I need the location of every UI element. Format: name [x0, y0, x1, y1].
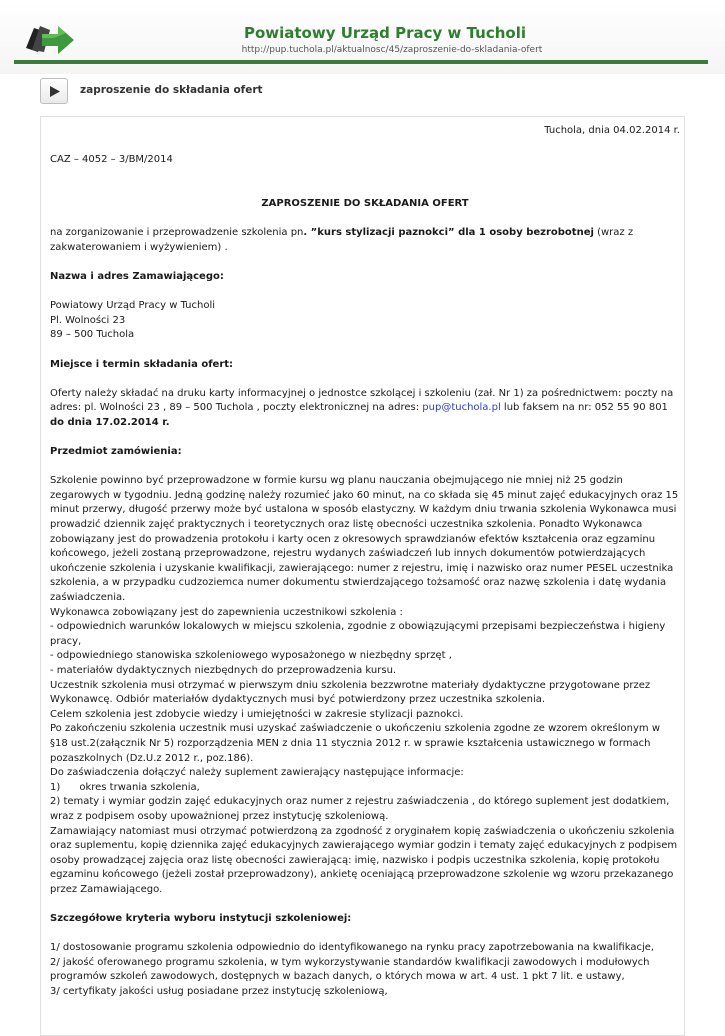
- orderer-line: 89 – 500 Tuchola: [50, 329, 135, 341]
- email-link[interactable]: pup@tuchola.pl: [422, 402, 501, 414]
- subject-line: Celem szkolenia jest zdobycie wiedzy i umiejętności w zakresie stylizacji paznokci.: [50, 708, 464, 720]
- criteria-line: 3/ certyfikaty jakości usług posiadane przez instytucję szkoleniową,: [50, 986, 388, 998]
- document-reference: CAZ – 4052 – 3/BM/2014: [50, 154, 173, 166]
- criteria-heading: Szczegółowe kryteria wyboru instytucji szkoleniowej:: [50, 913, 352, 925]
- orderer-line: Pl. Wolności 23: [50, 314, 126, 326]
- subject-line: - odpowiednich warunków lokalowych w miejscu szkolenia, zgodnie z obowiązującymi przepisami bezpieczeństwa i higieny pracy,: [50, 621, 666, 647]
- subject-line: Po zakończeniu szkolenia uczestnik musi uzyskać zaświadczenie o ukończeniu szkolenia zgodne ze wzorem określonym w §18 ust.2(załącznik Nr 5) rozporządzenia MEN z dnia 11 stycznia 2012 r. w sprawie kształcenia ustawicznego w formach pozaszkolnych (Dz.U.z 2012 r., poz.186).: [50, 723, 660, 764]
- place-text: Oferty należy składać na druku karty informacyjnej o jednostce szkolącej i szkoleniu (zał. Nr 1) za pośrednictwem: poczty na adres: pl. Wolności 23 , 89 – 500 Tuchola , poczty elektronicznej na adres:: [50, 387, 674, 414]
- subject-paragraph: Szkolenie powinno być przeprowadzone w formie kursu wg planu nauczania obejmującego nie mniej niż 25 godzin zegarowych w tygodniu. Jedną godzinę należy rozumieć jako 60 minut, na co składa się 45 minut zajęć edukacyjnych oraz 15 minut przerwy, długość przerwy może być ustalona w sposób elastyczny. W każdym dniu trwania szkolenia Wykonawca musi prowadzić dziennik zajęć praktycznych i teoretycznych oraz listę obecności uczestnika szkolenia. Ponadto Wykonawca zobowiązany jest do prowadzenia protokołu i karty ocen z okresowych sprawdzianów efektów kształcenia oraz egzaminu końcowego, jeżeli zostaną przeprowadzone, rejestru wydanych zaświadczeń lub innych dokumentów potwierdzających ukończenie szkolenia i uzyskanie kwalifikacji, zawierającego: numer z rejestru, imię i nazwisko oraz numer PESEL uczestnika szkolenia, a w przypadku cudzoziemca numer dokumentu stwierdzającego tożsamość oraz nazwę szkolenia i datę wydania zaświadczenia.: [50, 475, 679, 603]
- subject-heading: Przedmiot zamówienia:: [50, 446, 182, 458]
- site-title[interactable]: Powiatowy Urząd Pracy w Tucholi: [243, 24, 527, 42]
- page-url: http://pup.tuchola.pl/aktualnosc/45/zaproszenie-do-skladania-ofert: [241, 45, 543, 55]
- subject-line: - odpowiedniego stanowiska szkoleniowego wyposażonego w niezbędny sprzęt ,: [50, 650, 452, 662]
- article-body: [50, 124, 680, 1000]
- criteria-line: 1/ dostosowanie programu szkolenia odpowiednio do identyfikowanego na rynku pracy zapotrzebowania na kwalifikacje,: [50, 942, 655, 954]
- intro-post: (wraz z zakwaterowaniem i wyżywieniem) .: [50, 227, 634, 253]
- place-deadline: do dnia 17.02.2014 r.: [50, 416, 170, 428]
- intro-pre: na zorganizowanie i przeprowadzenie szkolenia pn: [50, 227, 304, 239]
- document-date: Tuchola, dnia 04.02.2014 r.: [544, 125, 680, 136]
- subject-line: Wykonawca zobowiązany jest do zapewnienia uczestnikowi szkolenia :: [50, 606, 403, 618]
- place-paragraph: [50, 387, 680, 416]
- subject-line: Zamawiający natomiast musi otrzymać potwierdzoną za zgodność z oryginałem kopię zaświadczenia o ukończeniu szkolenia oraz suplementu, kopię dziennika zajęć edukacyjnych zawierającego wymiar godzin i tematy zajęć edukacyjnych z podpisem osoby prowadzącej zajęcia oraz listę obecności zawierającą: imię, nazwisko i podpis uczestnika szkolenia, kopię protokołu egzaminu końcowego (jeżeli został przeprowadzony), ankietę oceniającą przeprowadzone szkolenie wg wzoru przekazanego przez Zamawiającego.: [50, 825, 678, 895]
- subject-line: Do zaświadczenia dołączyć należy suplement zawierający następujące informacje:: [50, 767, 464, 779]
- subject-line: 1) okres trwania szkolenia,: [50, 781, 200, 793]
- play-arrow-icon: [40, 78, 68, 104]
- subject-line: - materiałów dydaktycznych niezbędnych do przeprowadzenia kursu.: [50, 664, 397, 676]
- orderer-line: Powiatowy Urząd Pracy w Tucholi: [50, 300, 216, 312]
- place-fax: lub faksem na nr: 052 55 90 801: [500, 402, 668, 414]
- subject-line: Uczestnik szkolenia musi otrzymać w pierwszym dniu szkolenia bezzwrotne materiały dydaktyczne przygotowane przez Wykonawcę. Odbiór materiałów dydaktycznych musi być potwierdzony przez uczestnika szkolenia.: [50, 679, 651, 706]
- section-title: zaproszenie do składania ofert: [80, 84, 263, 96]
- intro-paragraph: [50, 226, 680, 255]
- criteria-line: 2/ jakość oferowanego programu szkolenia, w tym wykorzystywanie standardów kwalifikacji zawodowych i modułowych programów szkoleń zawodowych, dostępnych w bazach danych, o których mowa w art. 4 ust. 1 pkt 7 lit. e ustawy,: [50, 956, 650, 983]
- header-divider: [14, 60, 708, 64]
- intro-course: . ”kurs stylizacji paznokci” dla 1 osoby bezrobotnej: [303, 227, 594, 239]
- place-heading: Miejsce i termin składania ofert:: [50, 358, 234, 370]
- document-heading: ZAPROSZENIE DO SKŁADANIA OFERT: [261, 197, 469, 209]
- orderer-heading: Nazwa i adres Zamawiającego:: [50, 270, 224, 282]
- subject-line: 2) tematy i wymiar godzin zajęć edukacyjnych oraz numer z rejestru zaświadczenia , do którego suplement jest dodatkiem, wraz z podpisem osoby upoważnionej przez instytucję szkoleniową.: [50, 796, 670, 822]
